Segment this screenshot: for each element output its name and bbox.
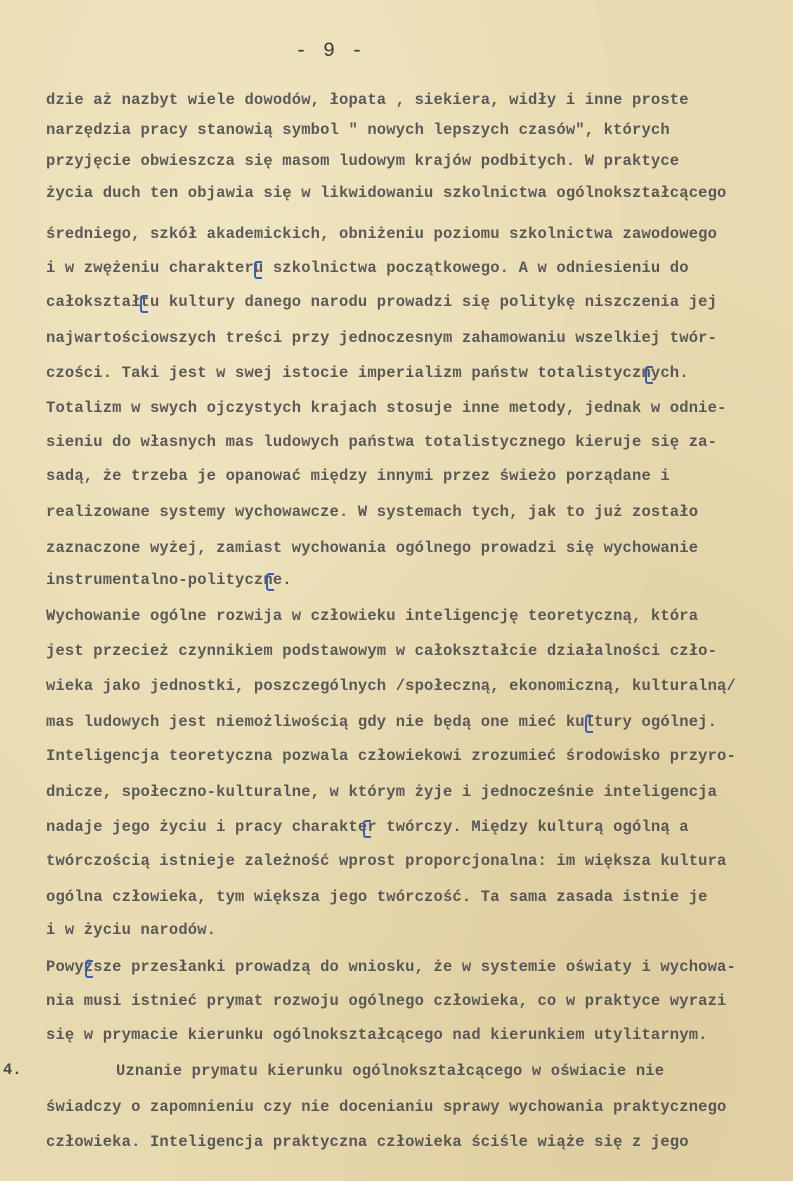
text-line-26: Powyższe przesłanki prowadzą do wniosku, że w systemie oświaty i wychowa-	[46, 958, 736, 976]
text-line-18: wieka jako jednostki, poszczególnych /społeczną, ekonomiczną, kulturalną/	[46, 677, 736, 695]
text-line-13: realizowane systemy wychowawcze. W systemach tych, jak to już zostało	[46, 503, 699, 521]
text-line-12: sadą, że trzeba je opanować między innymi przez świeżo porządane i	[46, 467, 670, 485]
text-line-30: świadczy o zapomnieniu czy nie docenianiu sprawy wychowania praktycznego	[46, 1098, 727, 1116]
text-line-2: narzędzia pracy stanowią symbol " nowych lepszych czasów", których	[46, 121, 670, 139]
text-line-19: mas ludowych jest niemożliwością gdy nie będą one mieć kultury ogólnej.	[46, 713, 718, 731]
text-line-20: Inteligencja teoretyczna pozwala człowiekowi zrozumieć środowisko przyro-	[46, 747, 736, 765]
text-line-21: dnicze, społeczno-kulturalne, w którym żyje i jednocześnie inteligencja	[46, 783, 718, 801]
text-line-28: się w prymacie kierunku ogólnokształcącego nad kierunkiem utylitarnym.	[46, 1026, 708, 1044]
text-line-6: i w zwężeniu charakteru szkolnictwa początkowego. A w odniesieniu do	[46, 259, 689, 277]
correction-mark-4	[266, 573, 274, 591]
text-line-4: życia duch ten objawia się w likwidowaniu szkolnictwa ogólnokształcącego	[46, 184, 727, 202]
text-line-9: czości. Taki jest w swej istocie imperializm państw totalistycznych.	[46, 364, 689, 382]
text-line-17: jest przecież czynnikiem podstawowym w całokształcie działalności czło-	[46, 642, 718, 660]
text-line-25: i w życiu narodów.	[46, 921, 217, 939]
text-line-29: Uznanie prymatu kierunku ogólnokształcącego w oświacie nie	[116, 1062, 665, 1080]
page-number: - 9 -	[294, 40, 365, 63]
correction-mark-7	[85, 960, 93, 978]
text-line-3: przyjęcie obwieszcza się masom ludowym krajów podbitych. W praktyce	[46, 152, 680, 170]
text-line-22: nadaje jego życiu i pracy charakter twórczy. Między kulturą ogólną a	[46, 818, 689, 836]
text-line-23: twórczością istnieje zależność wprost proporcjonalna: im większa kultura	[46, 852, 727, 870]
text-line-1: dzie aż nazbyt wiele dowodów, łopata , siekiera, widły i inne proste	[46, 91, 689, 109]
correction-mark-3	[645, 366, 653, 384]
text-line-11: sieniu do własnych mas ludowych państwa totalistycznego kieruje się za-	[46, 433, 718, 451]
text-line-27: nia musi istnieć prymat rozwoju ogólnego człowieka, co w praktyce wyrazi	[46, 992, 727, 1010]
text-line-16: Wychowanie ogólne rozwija w człowieku inteligencję teoretyczną, która	[46, 607, 699, 625]
text-line-24: ogólna człowieka, tym większa jego twórczość. Ta sama zasada istnie je	[46, 888, 708, 906]
text-line-5: średniego, szkół akademickich, obniżeniu poziomu szkolnictwa zawodowego	[46, 225, 718, 243]
text-line-10: Totalizm w swych ojczystych krajach stosuje inne metody, jednak w odnie-	[46, 399, 727, 417]
correction-mark-6	[363, 820, 371, 838]
text-line-31: człowieka. Inteligencja praktyczna człowieka ściśle wiąże się z jego	[46, 1133, 689, 1151]
correction-mark-5	[585, 715, 593, 733]
text-line-15: instrumentalno-polityczne.	[46, 571, 292, 589]
correction-mark-1	[254, 261, 262, 279]
correction-mark-2	[140, 295, 148, 313]
text-line-7: całokształtu kultury danego narodu prowadzi się politykę niszczenia jej	[46, 293, 718, 311]
margin-section-number: 4.	[3, 1061, 22, 1079]
text-line-8: najwartościowszych treści przy jednoczesnym zahamowaniu wszelkiej twór-	[46, 329, 718, 347]
text-line-14: zaznaczone wyżej, zamiast wychowania ogólnego prowadzi się wychowanie	[46, 539, 699, 557]
